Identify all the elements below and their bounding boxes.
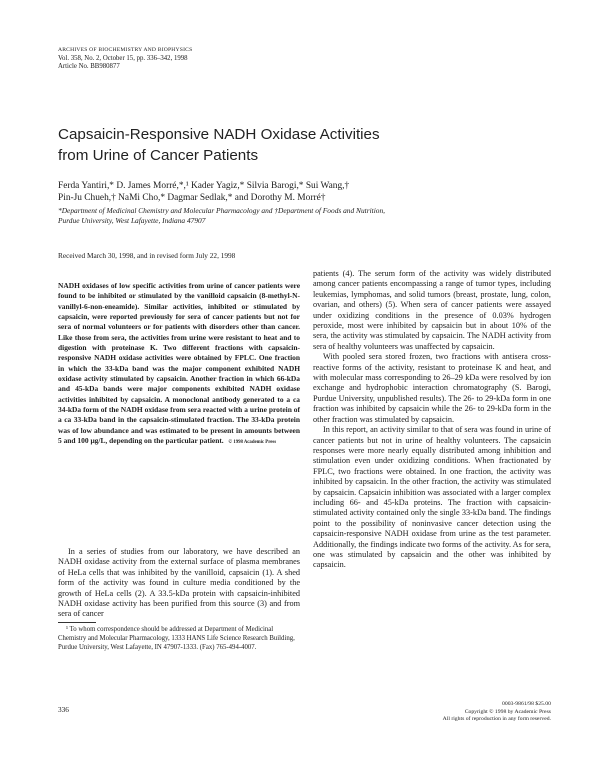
abstract-copyright: © 1998 Academic Press — [228, 440, 277, 446]
correspondence-footnote: ¹ To whom correspondence should be addressed at Department of Medicinal Chemistry and Molecular Pharmacology, 1333 HANS Life Science Research Building, Purdue University, West Lafayette, IN 47907-1333. (Fax) 765-494-4007. — [58, 626, 295, 651]
right-column-paragraph-1: patients (4). The serum form of the activity was widely distributed among cancer patients encompassing a range of tumor types, including leukemias, lymphomas, and solid tumors (breast, prostate, lung, colon, ovarian, and others) (5). When sera of cancer patients were assayed under oxidizing conditions in the presence of 0.03% hydrogen peroxide, most were inhibited by capsaicin but in about 10% of the sera, the activity was stimulated by capsaicin. The NADH activity from sera of healthy volunteers was unaffected by capsaicin. — [313, 269, 551, 351]
journal-header — [58, 46, 358, 72]
abstract — [58, 281, 300, 449]
right-column — [313, 269, 551, 571]
right-column-paragraph-2: With pooled sera stored frozen, two fractions with antisera cross-reactive forms of the activity, resistant to proteinase K and heat, and with molecular mass corresponding to 26–29 kDa were resolved by ion exchange and hydrophobic interaction chromatography (S. Barogi, Purdue University, unpublished results). The 26- to 29-kDa form in one fraction was inhibited by capsaicin while the 26- to 29-kDa form in the other fraction was stimulated by capsaicin. — [313, 352, 551, 424]
introduction-paragraph: In a series of studies from our laboratory, we have described an NADH oxidase activity from the external surface of plasma membranes of HeLa cells that was inhibited by the vanilloid, capsaicin (1). A shed form of the activity was found in culture media conditioned by the growth of HeLa cells (2). A 33.5-kDa protein with capsaicin-inhibited NADH oxidase activity has been purified from this source (3) and from sera of cancer — [58, 547, 300, 619]
received-date: Received March 30, 1998, and in revised form July 22, 1998 — [58, 251, 236, 260]
page-number: 336 — [58, 705, 69, 714]
affiliation-line2: Purdue University, West Lafayette, Indiana 47907 — [58, 215, 206, 225]
affiliation-line1: *Department of Medicinal Chemistry and Molecular Pharmacology and †Department of Foods and Nutrition, — [58, 206, 385, 215]
journal-name: ARCHIVES OF BIOCHEMISTRY AND BIOPHYSICS — [58, 47, 193, 53]
rights-line: All rights of reproduction in any form reserved. — [442, 716, 551, 722]
author-line2: Pin-Ju Chueh,† NaMi Cho,* Dagmar Sedlak,* and Dorothy M. Morré† — [58, 193, 326, 204]
abstract-text: NADH oxidases of low specific activities from urine of cancer patients were found to be inhibited or stimulated by the vanilloid capsaicin (8-methyl-N-vanillyl-6-non-eneamide). Similar activities, inhibited or stimulated by capsaicin, were reported previously for sera of cancer patients but not for sera of normal volunteers or for patients with disorders other than cancer. Like those from sera, the activities from urine were resistant to heat and to digestion with proteinase K. Two different fractions with capsaicin-responsive NADH oxidase activities were obtained by FPLC. One fraction in which the 33-kDa band was the major component exhibited NADH oxidase activity stimulated by capsaicin. Another fraction in which 66-kDa and 45-kDa bands were major components exhibited NADH oxidase activities inhibited by capsaicin. A monoclonal antibody generated to a ca 34-kDa form of the NADH oxidase from sera reacted with a urine protein of a ca 33-kDa band in the capsaicin-stimulated fraction. The 33-kDa protein was of low abundance and was estimated to be present in amounts between 5 and 100 μg/L, depending on the particular patient. — [58, 281, 300, 446]
article-title — [58, 124, 538, 166]
copyright-block — [313, 701, 551, 724]
article-title-line2: from Urine of Cancer Patients — [58, 147, 259, 164]
affiliation — [58, 206, 543, 225]
right-column-paragraph-3: In this report, an activity similar to that of sera was found in urine of cancer patients but not in urine of healthy volunteers. The capsaicin responses were more nearly equally distributed among inhibition and stimulation even under oxidizing conditions. When fractionated by FPLC, two fractions were obtained. In one fraction, the activity was inhibited by capsaicin. In the other fraction, the activity was stimulated by capsaicin. Capsaicin inhibition was associated with a larger complex including 66- and 45-kDa proteins. The fraction with capsaicin-stimulated activity contained only the single 33-kDa band. The findings point to the possibility of noninvasive cancer detection using the capsaicin-responsive NADH oxidase from urine as the test parameter. Additionally, the findings indicate two forms of the activity. As for sera, one was stimulated by capsaicin and the other was inhibited by capsaicin. — [313, 425, 551, 570]
issn-price: 0003-9861/98 $25.00 — [502, 701, 551, 707]
copyright-line: Copyright © 1998 by Academic Press — [464, 708, 551, 715]
author-line1: Ferda Yantiri,* D. James Morré,*,¹ Kader Yagiz,* Silvia Barogi,* Sui Wang,† — [58, 181, 350, 191]
article-title-line1: Capsaicin-Responsive NADH Oxidase Activities — [58, 126, 380, 143]
journal-volume-line: Vol. 358, No. 2, October 15, pp. 336–342, 1998 — [58, 54, 188, 62]
footnote-divider — [58, 622, 96, 623]
journal-article-line: Article No. BB980877 — [58, 63, 120, 71]
author-list — [58, 180, 543, 204]
